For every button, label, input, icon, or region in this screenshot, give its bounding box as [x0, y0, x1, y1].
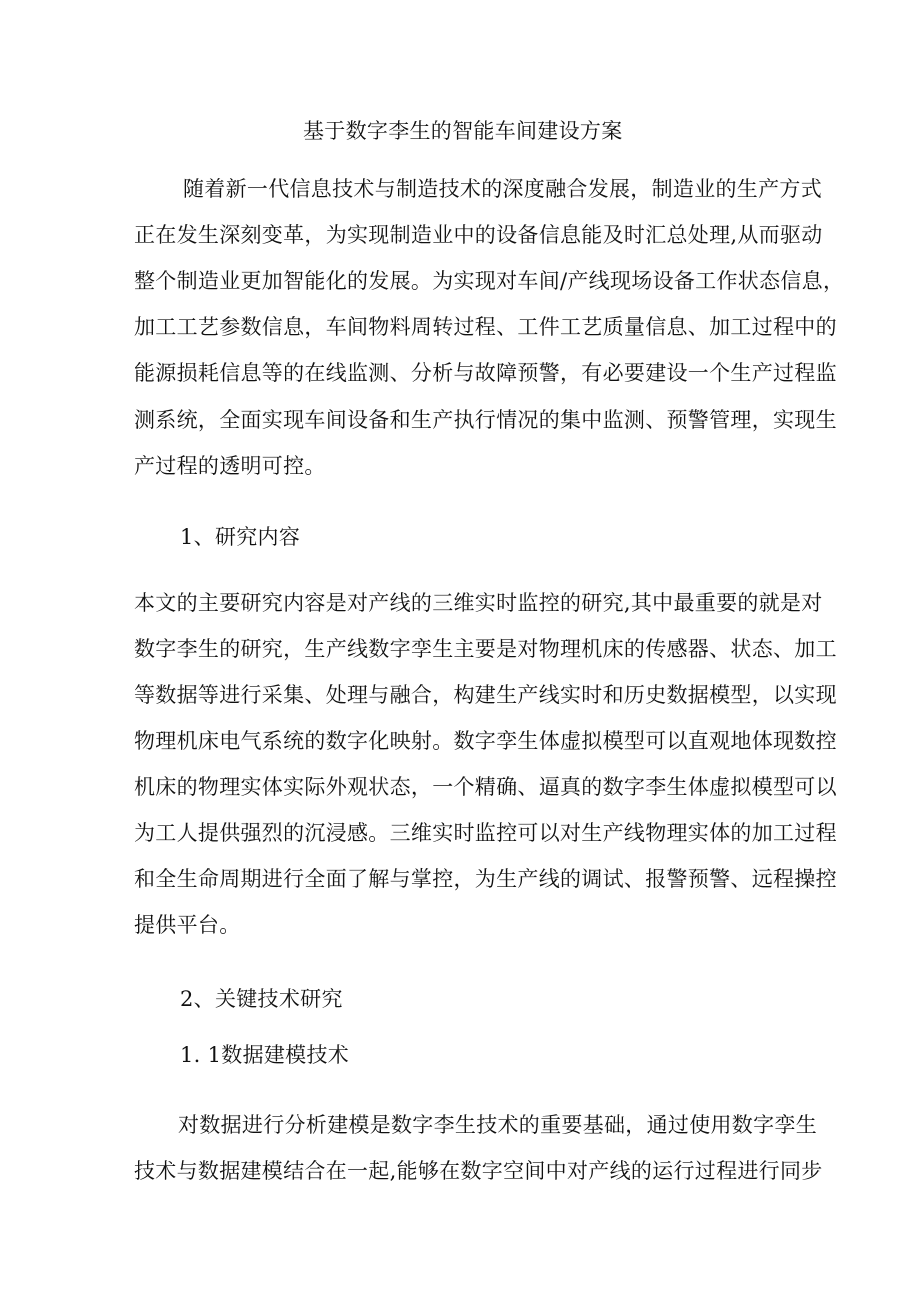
subsection-line: 技术与数据建模结合在一起,能够在数字空间中对产线的运行过程进行同步	[134, 1159, 823, 1183]
intro-line: 加工工艺参数信息，车间物料周转过程、工件工艺质量信息、加工过程中的	[134, 315, 837, 339]
section-heading-key-technology: 2、关键技术研究	[180, 987, 343, 1011]
intro-line: 正在发生深刻变革，为实现制造业中的设备信息能及时汇总处理,从而驱动	[134, 223, 823, 247]
subsection-line: 对数据进行分析建模是数字李生技术的重要基础，通过使用数字孪生	[178, 1113, 817, 1137]
section1-line: 等数据等进行采集、处理与融合，构建生产线实时和历史数据模型，以实现	[134, 683, 837, 707]
section1-line: 提供平台。	[134, 913, 241, 937]
section1-line: 和全生命周期进行全面了解与掌控，为生产线的调试、报警预警、远程操控	[134, 867, 837, 891]
intro-line: 测系统，全面实现车间设备和生产执行情况的集中监测、预警管理，实现生	[134, 408, 837, 432]
section1-line: 数字李生的研究，生产线数字孪生主要是对物理机床的传感器、状态、加工	[134, 637, 837, 661]
section1-line: 机床的物理实体实际外观状态，一个精确、逼真的数字李生体虚拟模型可以	[134, 775, 837, 799]
subsection-heading-data-modeling: 1. 1数据建模技术	[180, 1043, 350, 1067]
section-heading-research-content: 1、研究内容	[180, 525, 301, 549]
intro-line: 整个制造业更加智能化的发展。为实现对车间/产线现场设备工作状态信息，	[134, 269, 845, 293]
section1-line: 本文的主要研究内容是对产线的三维实时监控的研究,其中最重要的就是对	[134, 591, 823, 615]
intro-line: 随着新一代信息技术与制造技术的深度融合发展，制造业的生产方式	[183, 177, 822, 201]
section1-line: 为工人提供强烈的沉浸感。三维实时监控可以对生产线物理实体的加工过程	[134, 821, 837, 845]
document-title: 基于数字李生的智能车间建设方案	[303, 119, 623, 143]
section1-line: 物理机床电气系统的数字化映射。数字孪生体虚拟模型可以直观地体现数控	[134, 729, 837, 753]
intro-line: 产过程的透明可控。	[134, 454, 326, 478]
intro-line: 能源损耗信息等的在线监测、分析与故障预警，有必要建设一个生产过程监	[134, 361, 837, 385]
